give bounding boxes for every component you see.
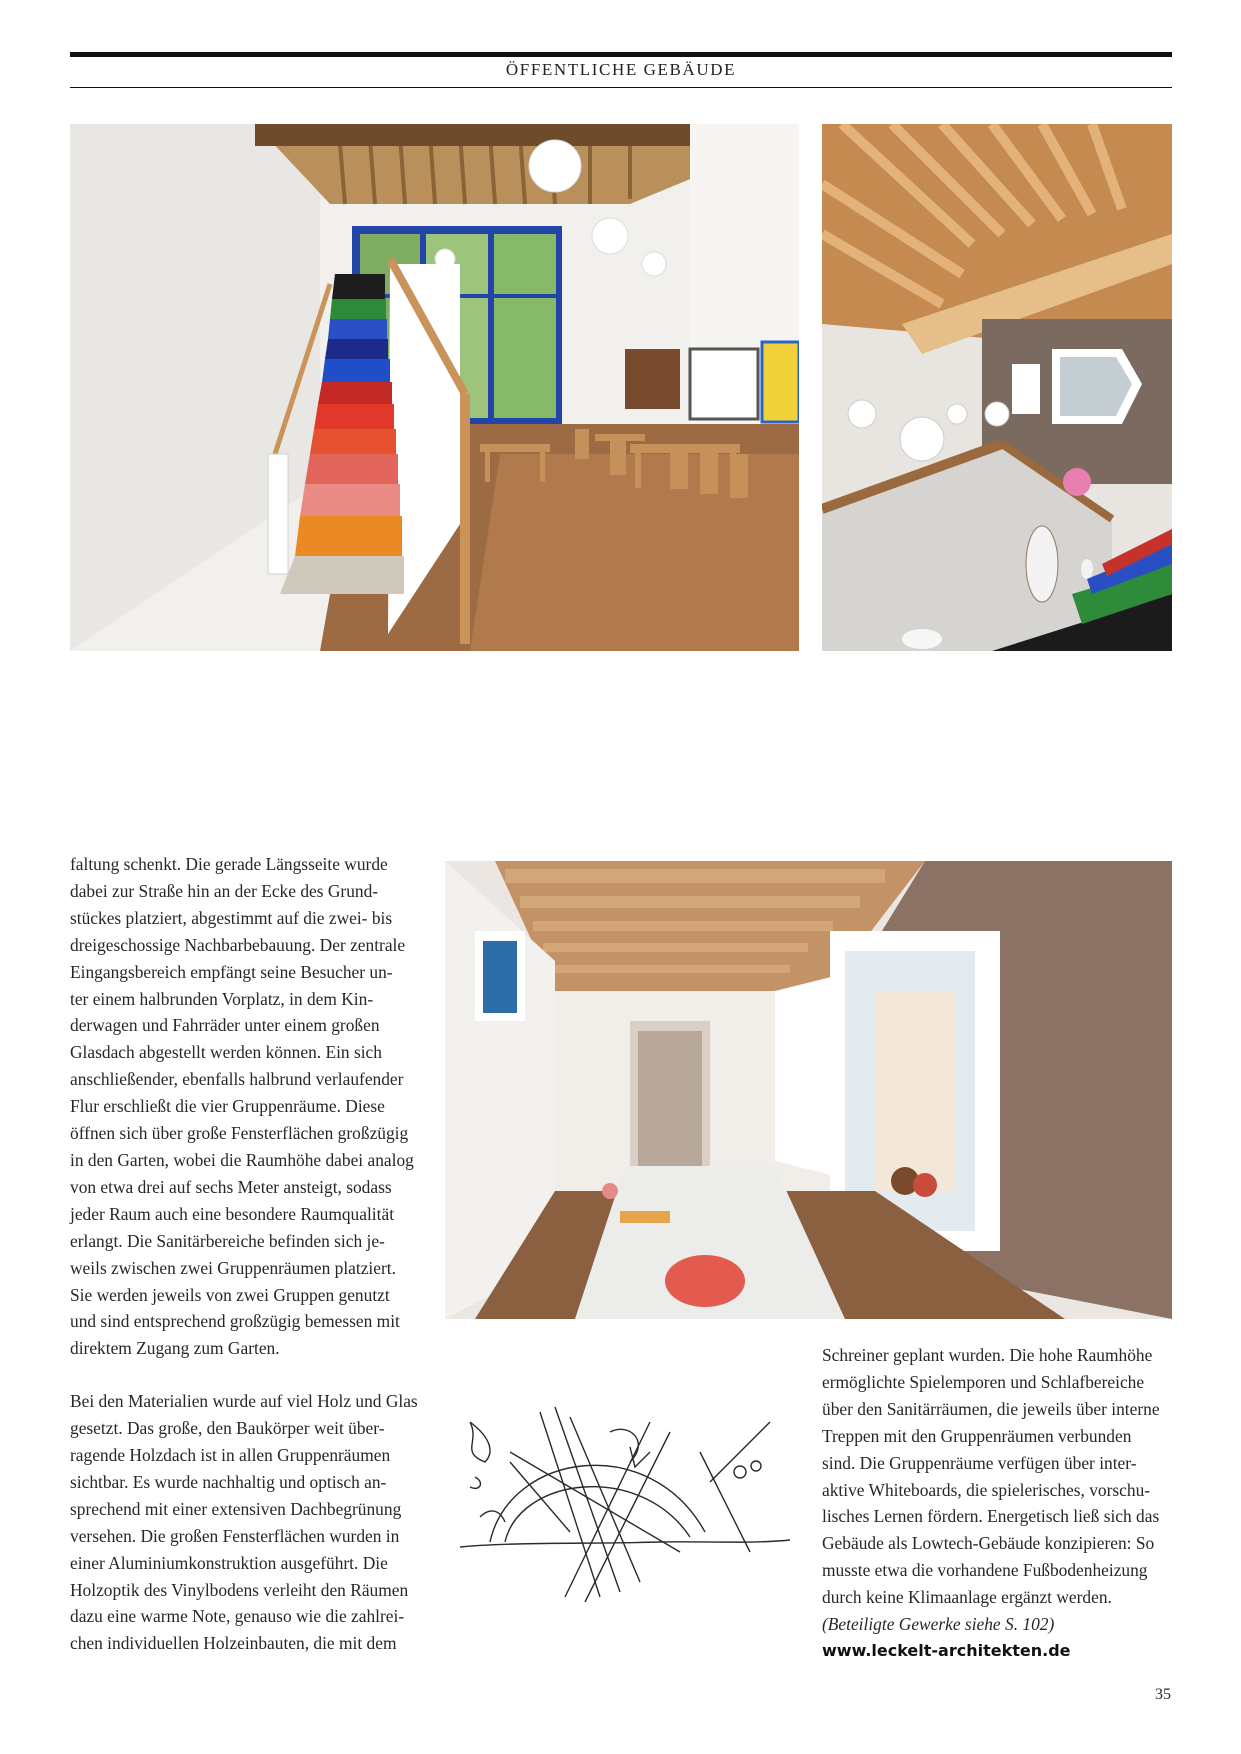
paragraph-1: faltung schenkt. Die gerade Längsseite wurde dabei zur Straße hin an der Ecke des Grund- stückes platziert, abgestimmt auf die zwei- bis dreigeschossige Nachbarbebauung. Der zentrale Eingangsbereich empfängt seine Besucher un- ter einem halbrunden Vorplatz, in dem Kin- derwagen und Fahrräder unter einem großen Glasdach abgestellt werden können. Ein sich anschließender, ebenfalls halbrund verlaufender Flur erschließt die vier Gruppenräume. Diese öffnen sich über große Fensterflächen großzügig in den Garten, wobei die Raumhöhe dabei analog von etwa drei auf sechs Meter ansteigt, sodass jeder Raum auch eine besondere Raumqualität erlangt. Die Sanitärbereiche befinden sich je- weils zwischen zwei Gruppenräumen platziert. Sie werden jeweils von zwei Gruppen genutzt und sind entsprechend großzügig bemessen mit direktem Zugang zum Garten.	[70, 854, 414, 1359]
paragraph-2: Bei den Materialien wurde auf viel Holz und Glas gesetzt. Das große, den Baukörper weit über- ragende Holzdach ist in allen Gruppenräumen sichtbar. Es wurde nachhaltig und optisch an- sprechend mit einer extensiven Dachbegrünung versehen. Die großen Fensterflächen wurden in einer Aluminiumkonstruktion ausgeführt. Die Holzoptik des Vinylbodens verleiht den Räumen dazu eine warme Note, genauso wie die zahlrei- chen individuellen Holzeinbauten, die mit dem	[70, 1391, 418, 1654]
sketch-drawing	[450, 1392, 795, 1622]
photo-stair-room	[70, 124, 799, 651]
right-column-text: Schreiner geplant wurden. Die hohe Raumhöhe ermöglichte Spielemporen und Schlafbereiche über den Sanitärräumen, die jeweils über interne Treppen mit den Gruppenräumen verbunden sind. Die Gruppenräume verfügen über inter- aktive Whiteboards, die spielerisches, vorschu- lisches Lernen fördern. Energetisch ließ sich das Gebäude als Lowtech-Gebäude konzipieren: So musste etwa die vorhandene Fußbodenheizung durch keine Klimaanlage ergänzt werden. (Beteiligte Gewerke siehe S. 102) www.leckelt-architekten.de	[822, 1342, 1172, 1665]
photo-corridor	[445, 861, 1172, 1319]
photo-looking-up	[822, 124, 1172, 651]
header-rule-thin	[70, 87, 1172, 88]
header-rule-thick	[70, 52, 1172, 57]
page-number: 35	[1155, 1686, 1171, 1703]
left-column-text	[70, 851, 422, 1657]
trades-credit: (Beteiligte Gewerke siehe S. 102)	[822, 1614, 1055, 1635]
section-title: ÖFFENTLICHE GEBÄUDE	[505, 60, 737, 79]
architect-website-link[interactable]: www.leckelt-architekten.de	[822, 1640, 1071, 1660]
